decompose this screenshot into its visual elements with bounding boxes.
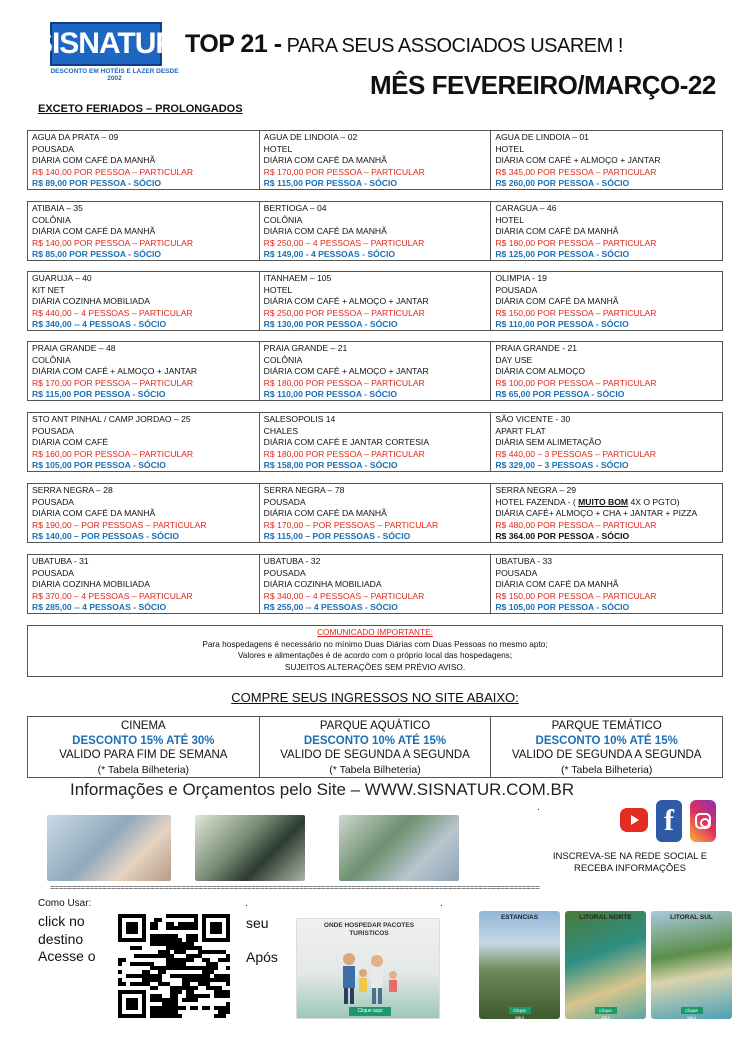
exceptions-note: EXCETO FERIADOS – PROLONGADOS bbox=[38, 103, 243, 115]
important-notice bbox=[27, 625, 723, 677]
offer-type: APART FLAT bbox=[495, 425, 546, 436]
how-to-instructions bbox=[38, 913, 96, 966]
offer-card bbox=[491, 413, 722, 471]
offer-card bbox=[28, 413, 260, 471]
offer-type: POUSADA bbox=[263, 567, 306, 578]
offer-price-member: R$ 149,00 - 4 PESSOAS - SÓCIO bbox=[263, 249, 396, 260]
offer-plan: DIÁRIA COM CAFÉ + ALMOÇO + JANTAR bbox=[263, 296, 429, 307]
offer-price-member: R$ 125,00 POR PESSOA - SÓCIO bbox=[495, 249, 630, 260]
destination-litoral-sul[interactable] bbox=[651, 911, 732, 1019]
website-info-link[interactable]: Informações e Orçamentos pelo Site – WWW.SISNATUR.COM.BR bbox=[70, 780, 575, 799]
offer-plan: DIÁRIA COM CAFÉ E JANTAR CORTESIA bbox=[263, 437, 430, 448]
offer-price-member: R$ 130,00 POR PESSOA - SÓCIO bbox=[263, 319, 398, 330]
offers-row bbox=[27, 201, 723, 261]
tickets-heading: COMPRE SEUS INGRESSOS NO SITE ABAIXO: bbox=[231, 690, 519, 705]
offer-name: UBATUBA - 31 bbox=[32, 556, 89, 566]
offer-price-private: R$ 150,00 POR PESSOA – PARTICULAR bbox=[495, 307, 657, 318]
offer-plan: DIÁRIA COM CAFÉ + ALMOÇO + JANTAR bbox=[263, 366, 429, 377]
photo-tablet-hand bbox=[339, 815, 459, 881]
ticket-discount: DESCONTO 10% ATÉ 15% bbox=[303, 734, 447, 747]
offer-price-private: R$ 440,00 – 4 PESSOAS – PARTICULAR bbox=[32, 307, 193, 318]
offer-type: CHALES bbox=[263, 425, 299, 436]
offer-type: POUSADA bbox=[263, 496, 306, 507]
notice-line: Para hospedagens é necessário no mínimo Duas Diárias com Duas Pessoas no mesmo apto; bbox=[202, 638, 548, 649]
offer-type: COLÔNIA bbox=[32, 354, 71, 365]
offer-price-member: R$ 260,00 POR PESSOA - SÓCIO bbox=[495, 178, 630, 189]
offer-card bbox=[28, 342, 260, 400]
offer-price-member: R$ 364.00 POR PESSOA - SÓCIO bbox=[495, 531, 630, 542]
offer-name: SERRA NEGRA – 28 bbox=[32, 485, 113, 495]
offer-price-private: R$ 150,00 POR PESSOA – PARTICULAR bbox=[495, 590, 657, 601]
offer-card bbox=[28, 272, 260, 330]
ticket-note: (* Tabela Bilheteria) bbox=[329, 763, 421, 776]
offer-type: COLÔNIA bbox=[263, 354, 303, 365]
offer-plan: DIÁRIA SEM ALIMETAÇÃO bbox=[495, 437, 602, 448]
qr-code[interactable] bbox=[118, 914, 230, 1018]
destination-litoral-norte[interactable] bbox=[565, 911, 646, 1019]
offers-row bbox=[27, 554, 723, 614]
offer-price-private: R$ 170,00 POR PESSOA – PARTICULAR bbox=[263, 166, 425, 177]
dot-mark: . bbox=[537, 802, 540, 813]
offer-type: DAY USE bbox=[495, 354, 533, 365]
offer-price-private: R$ 250,00 POR PESSOA – PARTICULAR bbox=[263, 307, 425, 318]
offers-row bbox=[27, 271, 723, 331]
offer-price-private: R$ 160,00 POR PESSOA – PARTICULAR bbox=[32, 448, 194, 459]
destination-button[interactable]: Clique aqui bbox=[681, 1007, 703, 1014]
offer-name: UBATUBA - 33 bbox=[495, 556, 553, 566]
how-to-label: Como Usar: bbox=[38, 898, 92, 909]
offer-plan: DIÁRIA COM CAFÉ DA MANHÃ bbox=[495, 579, 619, 590]
photo-phone-hand bbox=[195, 815, 305, 881]
offer-name: PRAIA GRANDE - 21 bbox=[495, 343, 578, 353]
offer-type: POUSADA bbox=[32, 496, 75, 507]
offer-plan: DIÁRIA COM CAFÉ + ALMOÇO + JANTAR bbox=[32, 366, 198, 377]
offers-row bbox=[27, 130, 723, 190]
offer-name: ATIBAIA – 35 bbox=[32, 203, 83, 213]
ticket-validity: VALIDO DE SEGUNDA A SEGUNDA bbox=[280, 749, 470, 762]
divider: ================================================================================================================ bbox=[50, 883, 540, 892]
offer-card bbox=[28, 202, 260, 260]
offer-name: PRAIA GRANDE – 48 bbox=[32, 343, 116, 353]
offer-card bbox=[491, 342, 722, 400]
ticket-cinema[interactable] bbox=[28, 717, 260, 777]
ticket-discount: DESCONTO 10% ATÉ 15% bbox=[535, 734, 678, 747]
notice-line: Valores e alimentações é de acordo com o próprio local das hospedagens; bbox=[237, 650, 513, 661]
offer-price-member: R$ 140,00 – POR PESSOAS - SÓCIO bbox=[32, 531, 180, 542]
offer-name: UBATUBA - 32 bbox=[263, 556, 321, 566]
offer-card bbox=[260, 131, 492, 189]
tickets-table bbox=[27, 716, 723, 778]
offer-type: POUSADA bbox=[32, 425, 75, 436]
offer-price-member: R$ 255,00 -- 4 PESSOAS - SÓCIO bbox=[263, 602, 398, 613]
offer-plan: DIÁRIA CAFÉ+ ALMOÇO + CHA + JANTAR + PIZZA bbox=[495, 508, 698, 519]
offer-type: HOTEL bbox=[495, 214, 524, 225]
offer-price-private: R$ 170,00 – POR PESSOAS – PARTICULAR bbox=[263, 519, 439, 530]
offer-name: AGUA DE LINDOIA – 02 bbox=[263, 132, 358, 142]
destination-estancias[interactable] bbox=[479, 911, 560, 1019]
how-to-seu: seu bbox=[246, 915, 269, 931]
month-title: MÊS FEVEREIRO/MARÇO-22 bbox=[370, 70, 716, 100]
offer-name: PRAIA GRANDE – 21 bbox=[263, 343, 348, 353]
page-title: TOP 21 - PARA SEUS ASSOCIADOS USAREM ! bbox=[185, 30, 623, 58]
offer-price-private: R$ 340,00 – 4 PESSOAS – PARTICULAR bbox=[263, 590, 425, 601]
destination-button[interactable]: Clique aqui bbox=[509, 1007, 531, 1014]
offer-price-private: R$ 370,00 – 4 PESSOAS – PARTICULAR bbox=[32, 590, 193, 601]
offer-type: HOTEL bbox=[263, 284, 293, 295]
offer-plan: DIÁRIA COM ALMOÇO bbox=[495, 366, 586, 377]
offer-price-private: R$ 180,00 POR PESSOA – PARTICULAR bbox=[495, 237, 657, 248]
ticket-name: PARQUE TEMÁTICO bbox=[551, 720, 662, 732]
offer-name: BERTIOGA – 04 bbox=[263, 203, 327, 213]
offer-name: GUARUJA – 40 bbox=[32, 273, 92, 283]
offer-plan: DIÁRIA COM CAFÉ DA MANHÃ bbox=[263, 226, 387, 237]
offer-plan: DIÁRIA COM CAFÉ DA MANHÃ bbox=[32, 508, 156, 519]
ticket-validity: VALIDO DE SEGUNDA A SEGUNDA bbox=[511, 749, 702, 762]
youtube-icon[interactable] bbox=[620, 808, 648, 832]
offer-price-member: R$ 85,00 POR PESSOA - SÓCIO bbox=[32, 249, 162, 260]
offer-card bbox=[28, 131, 260, 189]
offer-price-private: R$ 180,00 POR PESSOA – PARTICULAR bbox=[263, 448, 425, 459]
promo-button[interactable]: Clique aqui bbox=[349, 1007, 391, 1016]
offer-price-private: R$ 480,00 POR PESSOA – PARTICULAR bbox=[495, 519, 657, 530]
subscribe-text: INSCREVA-SE NA REDE SOCIAL E RECEBA INFORMAÇÕES bbox=[552, 851, 708, 874]
instagram-icon[interactable] bbox=[690, 800, 716, 842]
offer-price-member: R$ 110,00 POR PESSOA - SÓCIO bbox=[495, 319, 629, 330]
offer-plan: DIÁRIA COM CAFÉ DA MANHÃ bbox=[32, 155, 156, 166]
offer-price-member: R$ 105,00 POR PESSOA - SÓCIO bbox=[495, 602, 630, 613]
logo-tagline: DESCONTO EM HOTÉIS E LAZER DESDE 2002 bbox=[50, 68, 179, 82]
offer-card bbox=[491, 272, 722, 330]
offers-row bbox=[27, 341, 723, 401]
ticket-discount: DESCONTO 15% ATÉ 30% bbox=[72, 734, 215, 747]
how-to-apos: Após bbox=[246, 949, 278, 965]
offer-type: KIT NET bbox=[32, 284, 65, 295]
offer-type: POUSADA bbox=[32, 143, 75, 154]
promo-title: ONDE HOSPEDAR PACOTES TURISTICOS bbox=[323, 922, 415, 937]
offer-plan: DIÁRIA COM CAFÉ DA MANHÃ bbox=[495, 296, 619, 307]
offer-price-member: R$ 285,00 -- 4 PESSOAS - SÓCIO bbox=[32, 602, 167, 613]
offer-card bbox=[491, 555, 722, 613]
offer-price-private: R$ 170,00 POR PESSOA – PARTICULAR bbox=[32, 377, 194, 388]
facebook-icon[interactable]: f bbox=[656, 800, 682, 842]
offer-plan: DIÁRIA COZINHA MOBILIADA bbox=[32, 579, 150, 590]
offer-name: SERRA NEGRA – 78 bbox=[263, 485, 345, 495]
offer-card bbox=[260, 484, 492, 542]
offer-price-private: R$ 100,00 POR PESSOA – PARTICULAR bbox=[495, 377, 657, 388]
offer-price-member: R$ 158,00 POR PESSOA - SÓCIO bbox=[263, 460, 398, 471]
offer-price-private: R$ 140,00 POR PESSOA – PARTICULAR bbox=[32, 166, 194, 177]
offer-plan: DIÁRIA COZINHA MOBILIADA bbox=[32, 296, 150, 307]
offer-name: SERRA NEGRA – 29 bbox=[495, 485, 577, 495]
offer-price-member: R$ 89,00 POR PESSOA - SÓCIO bbox=[32, 178, 162, 189]
offer-price-member: R$ 105,00 POR PESSOA - SÓCIO bbox=[32, 460, 166, 471]
offer-price-member: R$ 115,00 – POR PESSOAS - SÓCIO bbox=[263, 531, 411, 542]
destination-label: LITORAL NORTE bbox=[579, 914, 632, 921]
offer-card bbox=[491, 131, 722, 189]
offer-type: POUSADA bbox=[495, 284, 538, 295]
offers-row bbox=[27, 483, 723, 543]
promo-banner-packages[interactable] bbox=[296, 918, 440, 1019]
offer-plan: DIÁRIA COM CAFÉ + ALMOÇO + JANTAR bbox=[495, 155, 661, 166]
offer-card bbox=[491, 202, 722, 260]
offer-price-member: R$ 329,00 – 3 PESSOAS - SÓCIO bbox=[495, 460, 629, 471]
offer-card bbox=[260, 342, 492, 400]
offer-name: CARAGUA – 46 bbox=[495, 203, 557, 213]
offer-card bbox=[28, 484, 260, 542]
offer-type: COLÔNIA bbox=[32, 214, 71, 225]
offer-price-member: R$ 65,00 POR PESSOA - SÓCIO bbox=[495, 389, 625, 400]
offer-card bbox=[491, 484, 722, 542]
offer-name: SALESOPOLIS 14 bbox=[263, 414, 336, 424]
offer-card bbox=[260, 555, 492, 613]
offer-type: POUSADA bbox=[32, 567, 75, 578]
dot-mark: . bbox=[440, 898, 443, 909]
offer-name: AGUA DE LINDOIA – 01 bbox=[495, 132, 589, 142]
offer-card bbox=[260, 413, 492, 471]
offer-price-private: R$ 440,00 – 3 PESSOAS – PARTICULAR bbox=[495, 448, 656, 459]
destination-label: LITORAL SUL bbox=[670, 914, 713, 921]
how-to-line: Acesse o bbox=[38, 948, 96, 964]
offer-type: HOTEL bbox=[263, 143, 293, 154]
photo-people-computer bbox=[47, 815, 171, 881]
notice-heading: COMUNICADO IMPORTANTE: bbox=[317, 627, 433, 637]
offer-price-private: R$ 180,00 POR PESSOA – PARTICULAR bbox=[263, 377, 425, 388]
offer-plan: DIÁRIA COM CAFÉ bbox=[32, 437, 108, 448]
destination-label: ESTANCIAS bbox=[500, 914, 539, 921]
offer-name: STO ANT PINHAL / CAMP JORDAO – 25 bbox=[32, 414, 191, 424]
offer-price-private: R$ 140,00 POR PESSOA – PARTICULAR bbox=[32, 237, 194, 248]
ticket-water-park[interactable] bbox=[260, 717, 492, 777]
offer-plan: DIÁRIA COM CAFÉ DA MANHÃ bbox=[32, 226, 156, 237]
offer-price-member: R$ 115,00 POR PESSOA - SÓCIO bbox=[32, 389, 166, 400]
offer-type: POUSADA bbox=[495, 567, 538, 578]
offer-name: ITANHAEM – 105 bbox=[263, 273, 332, 283]
offer-card bbox=[260, 202, 492, 260]
dot-mark: . bbox=[245, 898, 248, 909]
offer-price-private: R$ 345,00 POR PESSOA – PARTICULAR bbox=[495, 166, 657, 177]
offers-row bbox=[27, 412, 723, 472]
offer-price-private: R$ 250,00 – 4 PESSOAS – PARTICULAR bbox=[263, 237, 425, 248]
offer-price-member: R$ 340,00 -- 4 PESSOAS - SÓCIO bbox=[32, 319, 167, 330]
ticket-name: PARQUE AQUÁTICO bbox=[319, 720, 431, 732]
ticket-validity: VALIDO PARA FIM DE SEMANA bbox=[59, 749, 228, 762]
how-to-line: destino bbox=[38, 930, 84, 947]
offer-card bbox=[28, 555, 260, 613]
notice-line: SUJEITOS ALTERAÇÕES SEM PRÉVIO AVISO. bbox=[284, 661, 466, 672]
offer-price-member: R$ 110,00 POR PESSOA - SÓCIO bbox=[263, 389, 398, 400]
sisnatur-logo: SISNATUR bbox=[50, 22, 162, 66]
destination-button[interactable]: Clique aqui bbox=[595, 1007, 617, 1014]
offer-card bbox=[260, 272, 492, 330]
offer-type: HOTEL FAZENDA - ( MUITO BOM 4X O PGTO) bbox=[495, 496, 680, 507]
offer-plan: DIÁRIA COM CAFÉ DA MANHÃ bbox=[495, 226, 619, 237]
how-to-line: click no bbox=[38, 913, 85, 929]
offer-type: COLÔNIA bbox=[263, 214, 303, 225]
ticket-note: (* Tabela Bilheteria) bbox=[560, 763, 653, 776]
offer-name: AGUA DA PRATA – 09 bbox=[32, 132, 119, 142]
ticket-name: CINEMA bbox=[120, 720, 166, 732]
offer-plan: DIÁRIA COM CAFÉ DA MANHÃ bbox=[263, 155, 387, 166]
offer-name: OLIMPIA - 19 bbox=[495, 273, 547, 283]
ticket-theme-park[interactable] bbox=[491, 717, 722, 777]
offer-price-member: R$ 115,00 POR PESSOA - SÓCIO bbox=[263, 178, 398, 189]
offer-type: HOTEL bbox=[495, 143, 524, 154]
ticket-note: (* Tabela Bilheteria) bbox=[97, 763, 190, 776]
offer-name: SÃO VICENTE - 30 bbox=[495, 414, 571, 424]
offer-plan: DIÁRIA COM CAFÉ DA MANHÃ bbox=[263, 508, 387, 519]
offer-price-private: R$ 190,00 – POR PESSOAS – PARTICULAR bbox=[32, 519, 207, 530]
offer-plan: DIÁRIA COZINHA MOBILIADA bbox=[263, 579, 382, 590]
